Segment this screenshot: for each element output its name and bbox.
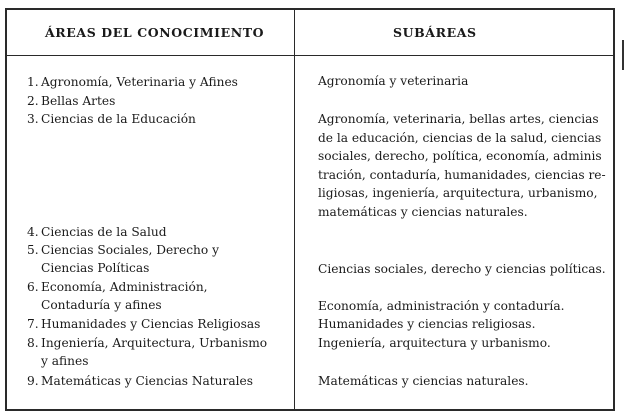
area-item: 2. Bellas Artes bbox=[27, 94, 116, 108]
knowledge-areas-table bbox=[5, 8, 615, 411]
area-item: 9. Matemáticas y Ciencias Naturales bbox=[27, 374, 253, 388]
subarea-item: Economía, administración y contaduría. bbox=[318, 299, 565, 313]
subarea-item: Humanidades y ciencias religiosas. bbox=[318, 317, 536, 331]
subarea-item: Ciencias sociales, derecho y ciencias políticas. bbox=[318, 262, 606, 276]
subarea-item: Matemáticas y ciencias naturales. bbox=[318, 374, 529, 388]
header-areas: ÁREAS DEL CONOCIMIENTO bbox=[45, 25, 265, 40]
subarea-item: Agronomía y veterinaria bbox=[318, 74, 469, 88]
subarea-item: Ingeniería, arquitectura y urbanismo. bbox=[318, 336, 551, 350]
area-item: 1. Agronomía, Veterinaria y Afines bbox=[27, 75, 238, 89]
area-item: 3. Ciencias de la Educación bbox=[27, 112, 196, 126]
header-subareas: SUBÁREAS bbox=[393, 25, 477, 40]
header-divider bbox=[7, 55, 613, 56]
column-divider bbox=[294, 10, 295, 409]
area-item: 8. Ingeniería, Arquitectura, Urbanismo y afines bbox=[27, 336, 268, 368]
area-item: 7. Humanidades y Ciencias Religiosas bbox=[27, 317, 261, 331]
area-item: 6. Economía, Administración, Contaduría y afines bbox=[27, 280, 208, 312]
area-item: 5. Ciencias Sociales, Derecho y Ciencias Políticas bbox=[27, 243, 219, 275]
subarea-item: Agronomía, veterinaria, bellas artes, ciencias de la educación, ciencias de la salud, ciencias sociales, derecho, política, economía, adminis tración, contaduría, humanidades, ciencias re- ligiosas, ingeniería, arquitectura, urbanismo, matemáticas y ciencias naturales. bbox=[318, 112, 606, 219]
area-item: 4. Ciencias de la Salud bbox=[27, 225, 167, 239]
scan-edge-mark bbox=[622, 40, 624, 70]
